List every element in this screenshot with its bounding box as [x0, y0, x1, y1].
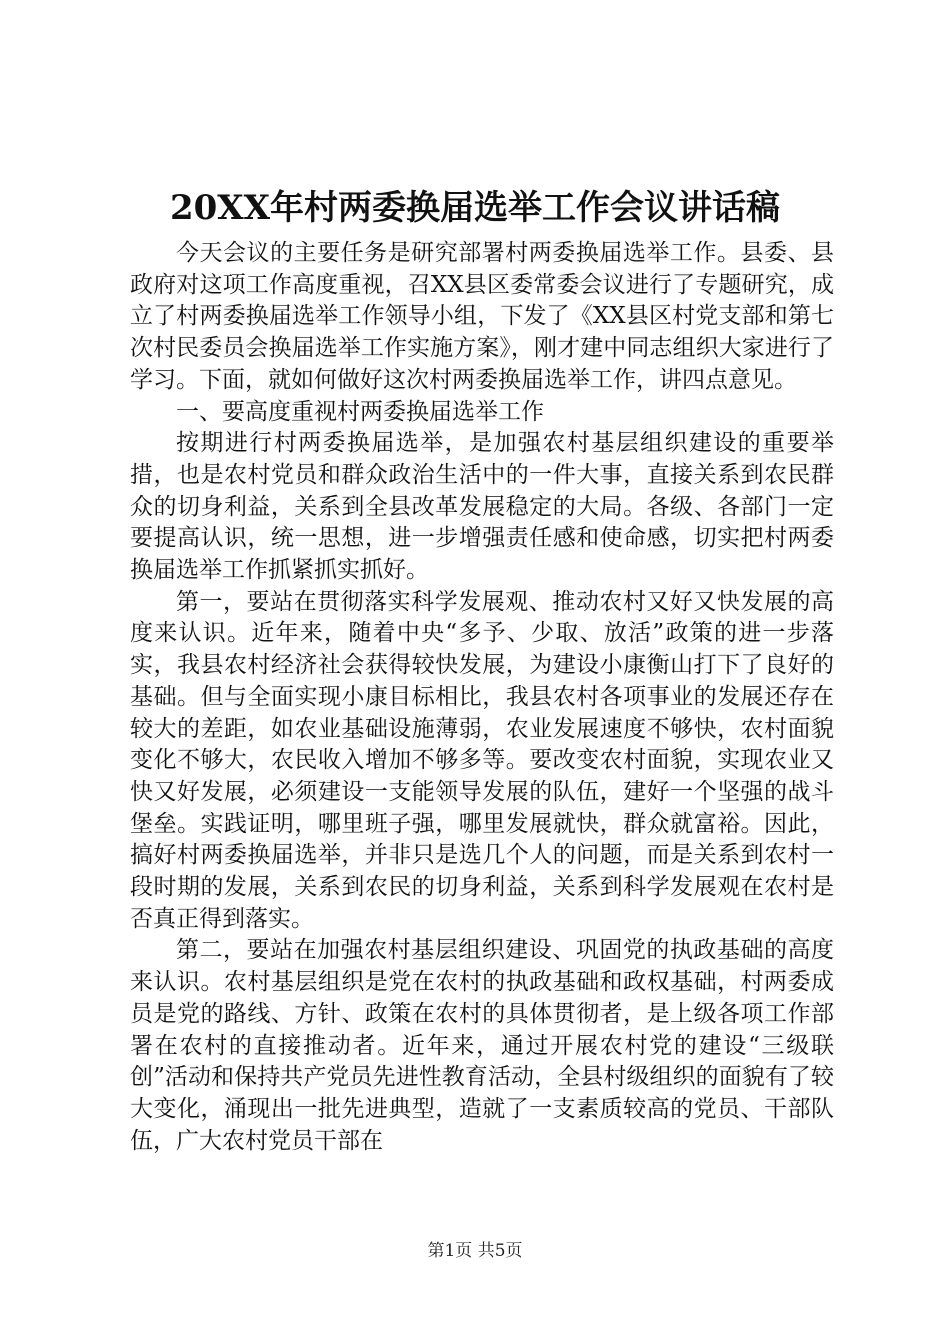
paragraph-point-1: 第一，要站在贯彻落实科学发展观、推动农村又好又快发展的高度来认识。近年来，随着中央“多予、少取、放活”政策的进一步落实，我县农村经济社会获得较快发展，为建设小康衡山打下了良好的基础。但与全面实现小康目标相比，我县农村各项事业的发展还存在较大的差距，如农业基础设施薄弱，农业发展速度不够快，农村面貌变化不够大，农民收入增加不够多等。要改变农村面貌，实现农业又快又好发展，必须建设一支能领导发展的队伍，建好一个坚强的战斗堡垒。实践证明，哪里班子强，哪里发展就快，群众就富裕。因此，搞好村两委换届选举，并非只是选几个人的问题，而是关系到农村一段时期的发展，关系到农民的切身利益，关系到科学发展观在农村是否真正得到落实。: [130, 588, 834, 932]
paragraph-point-2: 第二，要站在加强农村基层组织建设、巩固党的执政基础的高度来认识。农村基层组织是党在农村的执政基础和政权基础，村两委成员是党的路线、方针、政策在农村的具体贯彻者，是上级各项工作部署在农村的直接推动者。近年来，通过开展农村党的建设“三级联创”活动和保持共产党员先进性教育活动，全县村级组织的面貌有了较大变化，涌现出一批先进典型，造就了一支素质较高的党员、干部队伍，广大农村党员干部在: [130, 937, 834, 1154]
document-title: 20XX年村两委换届选举工作会议讲话稿: [169, 188, 781, 228]
paragraph-section-1: 按期进行村两委换届选举，是加强农村基层组织建设的重要举措，也是农村党员和群众政治生活中的一件大事，直接关系到农民群众的切身利益，关系到全县改革发展稳定的大局。各级、各部门一定要提高认识，统一思想，进一步增强责任感和使命感，切实把村两委换届选举工作抓紧抓实抓好。: [130, 430, 834, 584]
page-footer: 第1页 共5页: [427, 1241, 523, 1261]
document-body: [130, 238, 834, 1157]
paragraph-intro: 今天会议的主要任务是研究部署村两委换届选举工作。县委、县政府对这项工作高度重视，召XX县区委常委会议进行了专题研究，成立了村两委换届选举工作领导小组，下发了《XX县区村党支部和第七次村民委员会换届选举工作实施方案》，刚才建中同志组织大家进行了学习。下面，就如何做好这次村两委换届选举工作，讲四点意见。: [130, 240, 834, 393]
section-heading-1: 一、要高度重视村两委换届选举工作: [176, 398, 544, 425]
